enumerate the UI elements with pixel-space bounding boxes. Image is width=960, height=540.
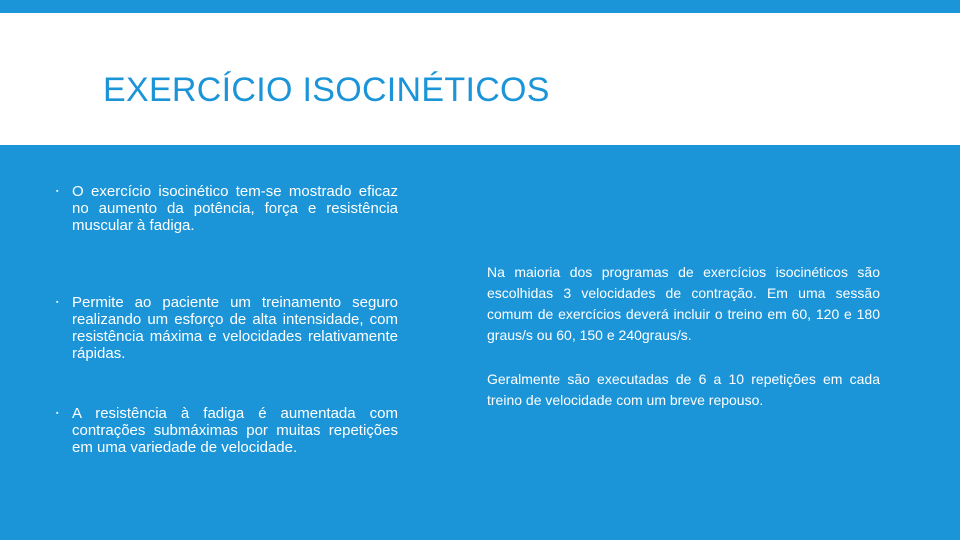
bullet-item — [58, 294, 398, 362]
paragraph-repetitions: Geralmente são executadas de 6 a 10 repetições em cada treino de velocidade com um breve repouso. — [487, 371, 880, 408]
bullet-marker-icon: ▪ — [56, 299, 59, 306]
bullet-text: O exercício isocinético tem-se mostrado eficaz no aumento da potência, força e resistência muscular à fadiga. — [72, 183, 398, 234]
bullet-marker-icon: ▪ — [56, 188, 59, 195]
body-text — [487, 262, 880, 411]
paragraph-velocities: Na maioria dos programas de exercícios isocinéticos são escolhidas 3 velocidades de contração. Em uma sessão comum de exercícios deverá incluir o treino em 60, 120 e 180 graus/s ou 60, 150 e 240graus/s. — [487, 264, 880, 343]
bullet-text: Permite ao paciente um treinamento seguro realizando um esforço de alta intensidade, com resistência máxima e velocidades relativamente rápidas. — [72, 294, 398, 362]
bullet-text: A resistência à fadiga é aumentada com contrações submáximas por muitas repetições em uma variedade de velocidade. — [72, 405, 398, 456]
slide-title: EXERCÍCIO ISOCINÉTICOS — [103, 71, 550, 109]
title-band — [0, 13, 960, 145]
bullet-item — [58, 183, 398, 234]
bullet-marker-icon: ▪ — [56, 410, 59, 417]
bullet-item — [58, 405, 398, 456]
